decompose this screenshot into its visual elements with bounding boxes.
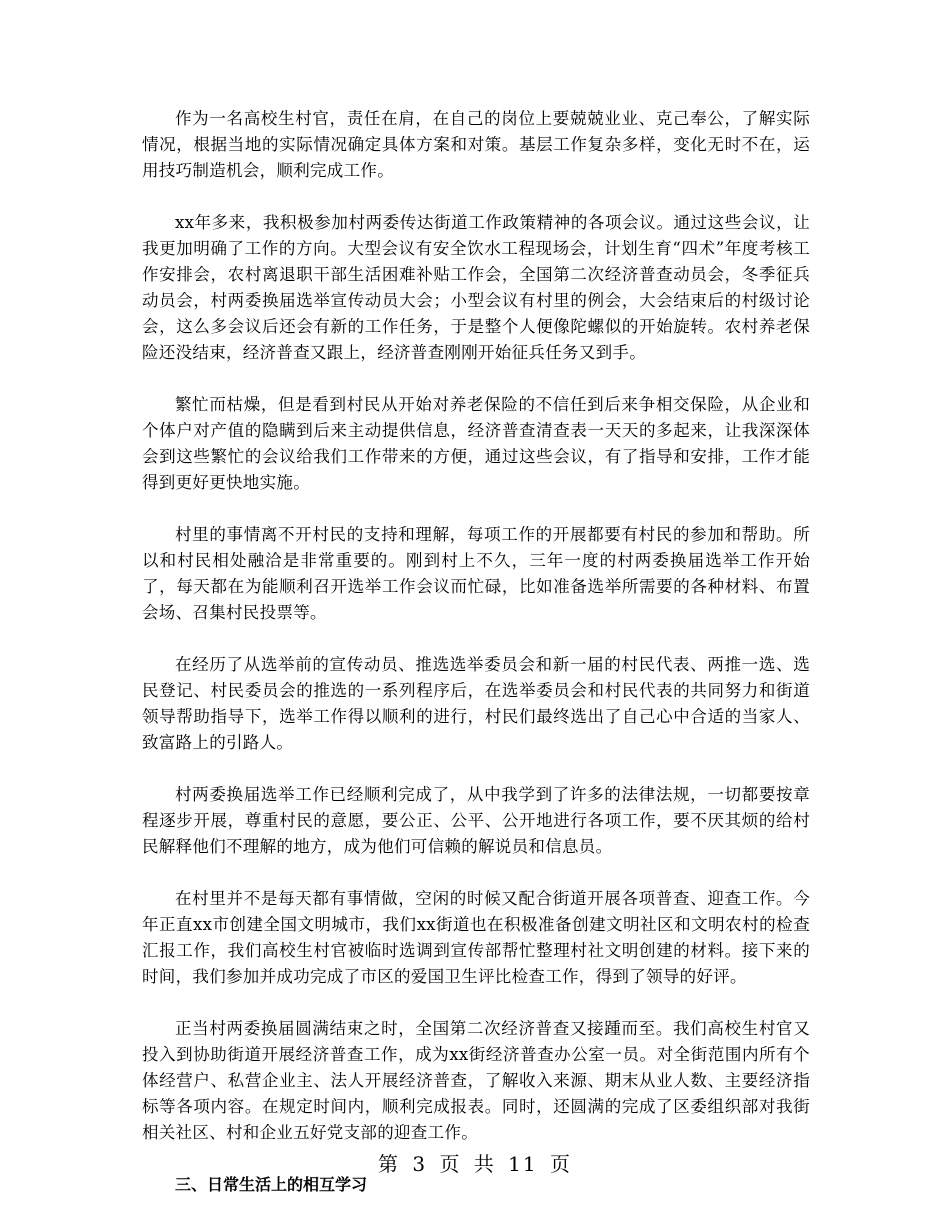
paragraph-2: xx年多来，我积极参加村两委传达街道工作政策精神的各项会议。通过这些会议，让我更加明确了工作的方向。大型会议有安全饮水工程现场会，计划生育“四术”年度考核工作安排会，农村离退职干部生活困难补贴工作会，全国第二次经济普查动员会，冬季征兵动员会，村两委换届选举宣传动员大会；小型会议有村里的例会，大会结束后的村级讨论会，这么多会议后还会有新的工作任务，于是整个人便像陀螺似的开始旋转。农村养老保险还没结束，经济普查又跟上，经济普查刚刚开始征兵任务又到手。 [142,213,810,362]
page-number-footer: 第 3 页 共 11 页 [378,1152,572,1176]
paragraph-8: 正当村两委换届圆满结束之时，全国第二次经济普查又接踵而至。我们高校生村官又投入到协助街道开展经济普查工作，成为xx街经济普查办公室一员。对全街范围内所有个体经营户、私营企业主、法人开展经济普查，了解收入来源、期末从业人数、主要经济指标等各项内容。在规定时间内，顺利完成报表。同时，还圆满的完成了区委组织部对我街相关社区、村和企业五好党支部的迎查工作。 [142,1019,810,1142]
paragraph-3: 繁忙而枯燥，但是看到村民从开始对养老保险的不信任到后来争相交保险，从企业和个体户对产值的隐瞒到后来主动提供信息，经济普查清查表一天天的多起来，让我深深体会到这些繁忙的会议给我们工作带来的方便，通过这些会议，有了指导和安排，工作才能得到更好更快地实施。 [142,395,810,492]
paragraph-1: 作为一名高校生村官，责任在肩，在自己的岗位上要兢兢业业、克己奉公，了解实际情况，根据当地的实际情况确定具体方案和对策。基层工作复杂多样，变化无时不在，运用技巧制造机会，顺利完成工作。 [142,109,810,180]
section-heading: 三、日常生活上的相互学习 [175,1175,368,1194]
paragraph-4: 村里的事情离不开村民的支持和理解，每项工作的开展都要有村民的参加和帮助。所以和村民相处融洽是非常重要的。刚到村上不久，三年一度的村两委换届选举工作开始了，每天都在为能顺利召开选举工作会议而忙碌，比如准备选举所需要的各种材料、布置会场、召集村民投票等。 [142,525,810,622]
paragraph-6: 村两委换届选举工作已经顺利完成了，从中我学到了许多的法律法规，一切都要按章程逐步开展，尊重村民的意愿，要公正、公平、公开地进行各项工作，要不厌其烦的给村民解释他们不理解的地方，成为他们可信赖的解说员和信息员。 [142,785,810,856]
paragraph-7: 在村里并不是每天都有事情做，空闲的时候又配合街道开展各项普查、迎查工作。今年正直xx市创建全国文明城市，我们xx街道也在积极准备创建文明社区和文明农村的检查汇报工作，我们高校生村官被临时选调到宣传部帮忙整理村社文明创建的材料。接下来的时间，我们参加并成功完成了市区的爱国卫生评比检查工作，得到了领导的好评。 [142,889,810,986]
paragraph-5: 在经历了从选举前的宣传动员、推选选举委员会和新一届的村民代表、两推一选、选民登记、村民委员会的推选的一系列程序后，在选举委员会和村民代表的共同努力和街道领导帮助指导下，选举工作得以顺利的进行，村民们最终选出了自己心中合适的当家人、致富路上的引路人。 [142,655,810,752]
document-body [142,106,810,1198]
